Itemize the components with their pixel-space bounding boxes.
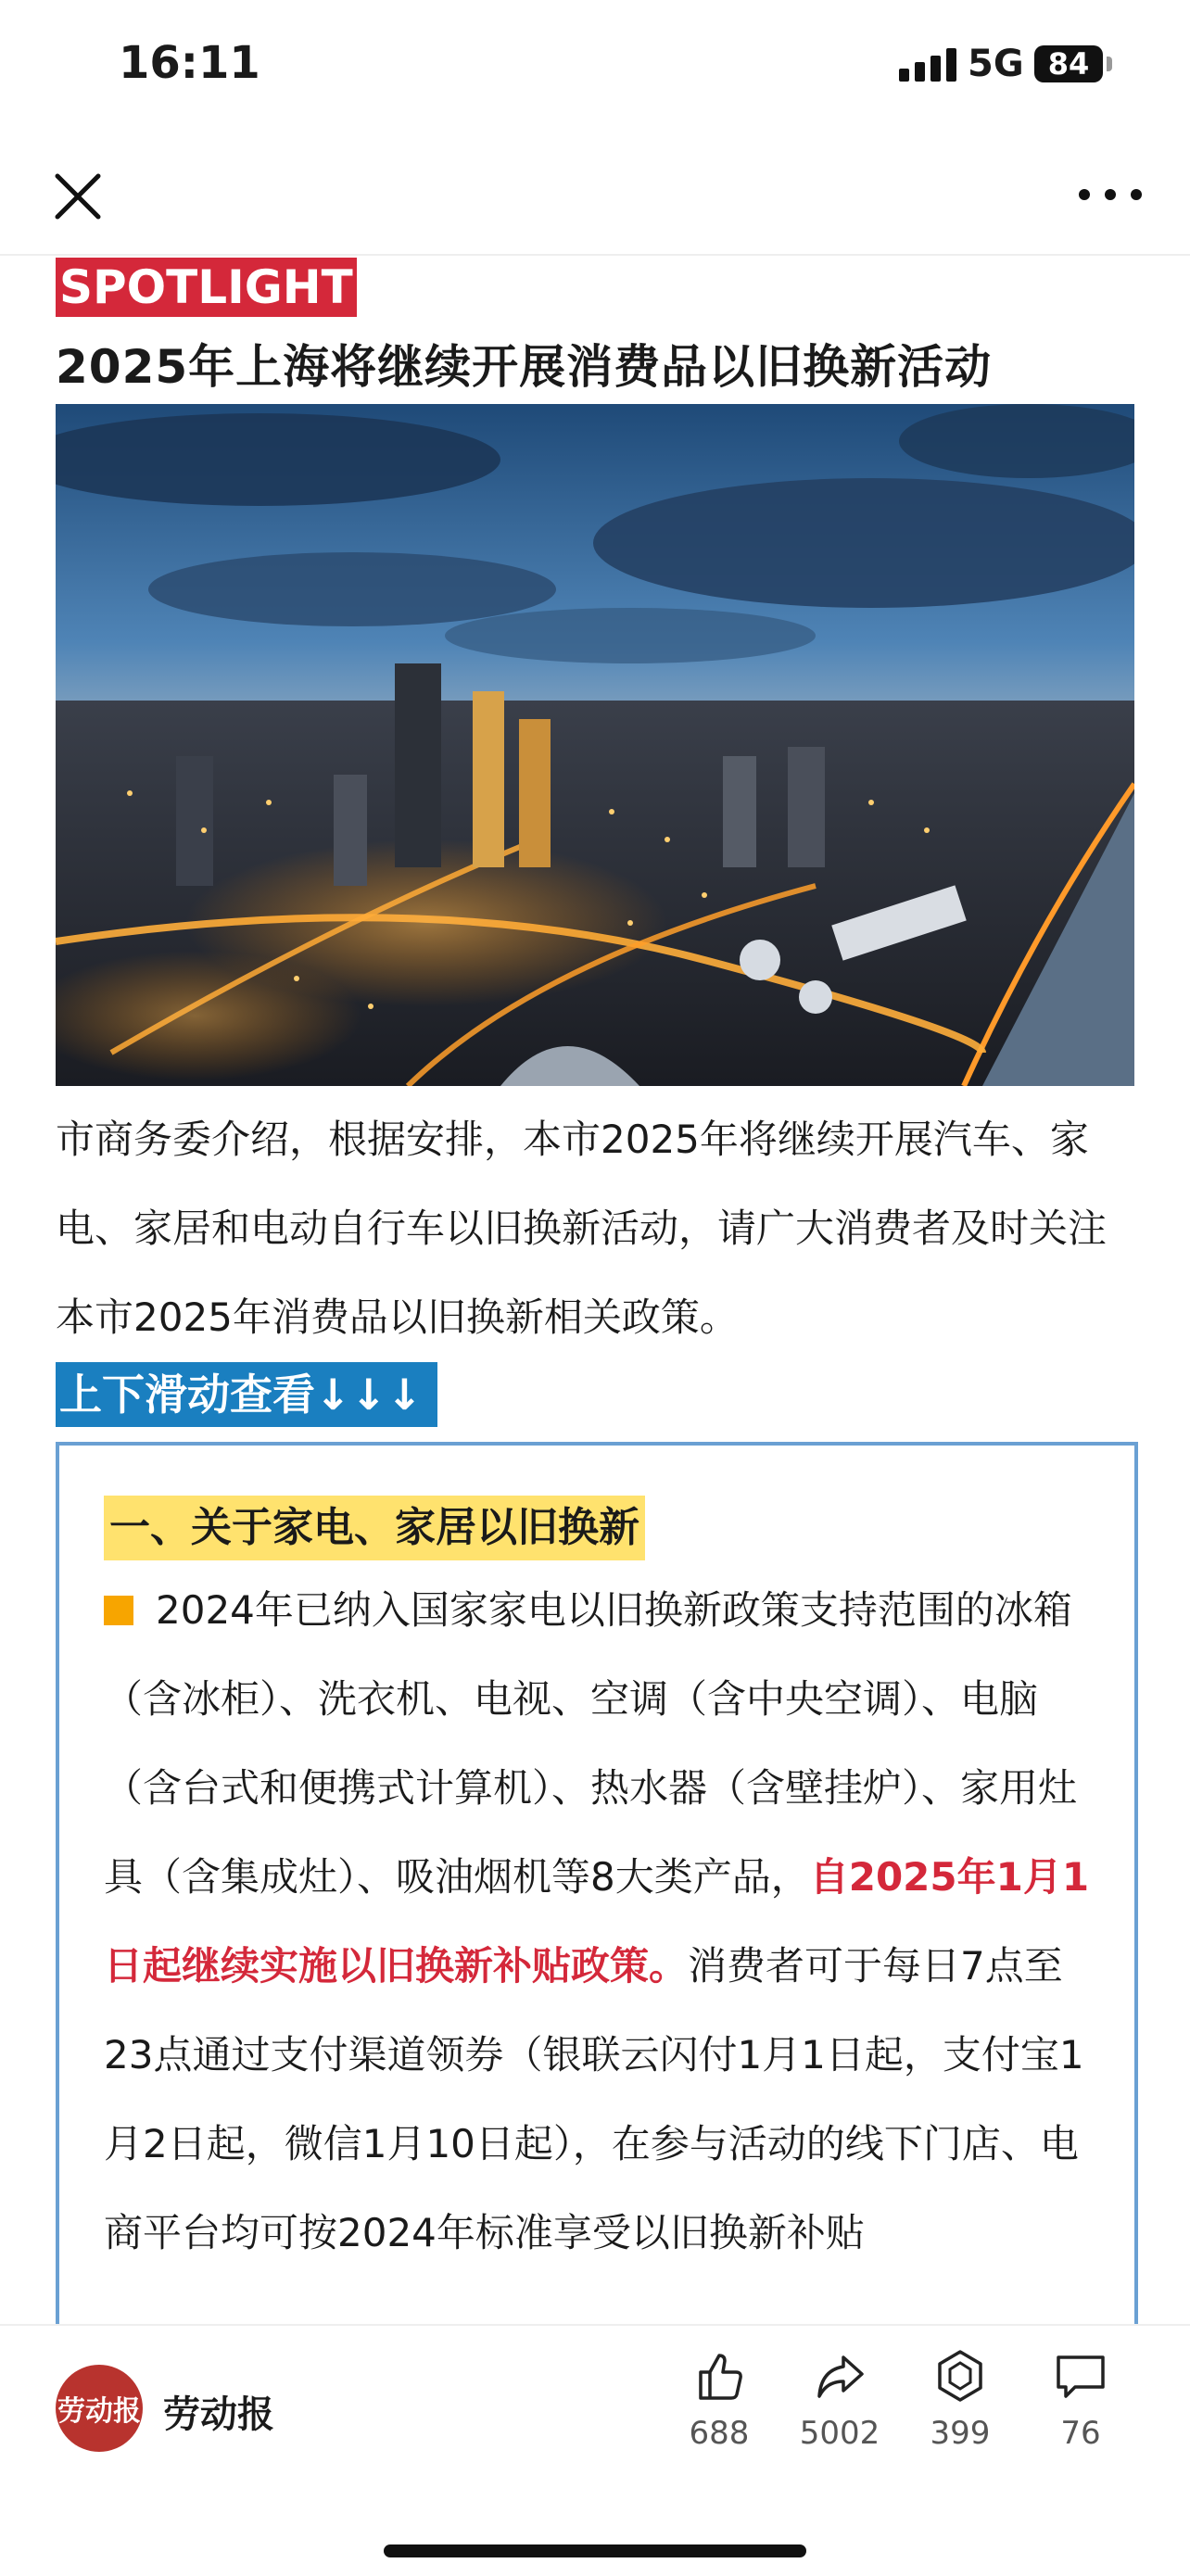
article-title: 2025年上海将继续开展消费品以旧换新活动 xyxy=(56,340,993,394)
section-text-before: 2024年已纳入国家家电以旧换新政策支持范围的冰箱（含冰柜）、洗衣机、电视、空调（含中央空调）、电脑（含台式和便携式计算机）、热水器（含壁挂炉）、家用灶具（含集成灶）、吸油烟机等8大类产品， xyxy=(104,1587,1078,1900)
battery-nub xyxy=(1107,57,1112,71)
section-heading: 一、关于家电、家居以旧换新 xyxy=(104,1496,645,1560)
more-icon[interactable] xyxy=(1075,167,1146,222)
signal-icon xyxy=(899,48,956,82)
bullet-square-icon xyxy=(104,1596,133,1625)
recommend-icon xyxy=(932,2348,988,2404)
status-bar xyxy=(0,0,1190,130)
home-indicator[interactable] xyxy=(384,2544,806,2557)
comment-button[interactable] xyxy=(1025,2348,1136,2452)
like-icon xyxy=(691,2348,747,2404)
share-button[interactable] xyxy=(784,2348,895,2452)
section-text-after: 消费者可于每日7点至23点通过支付渠道领券（银联云闪付1月1日起，支付宝1月2日起，微信1月10日起），在参与活动的线下门店、电商平台均可按2024年标准享受以旧换新补贴 xyxy=(104,1943,1084,2255)
intro-paragraph: 市商务委介绍，根据安排，本市2025年将继续开展汽车、家电、家居和电动自行车以旧换新活动，请广大消费者及时关注本市2025年消费品以旧换新相关政策。 xyxy=(56,1117,1108,1340)
share-icon xyxy=(812,2348,867,2404)
scroll-hint-label: 上下滑动查看↓↓↓ xyxy=(56,1362,437,1427)
spotlight-tag: SPOTLIGHT xyxy=(56,258,357,317)
hero-image[interactable] xyxy=(56,404,1134,1086)
comment-count: 76 xyxy=(1060,2415,1101,2452)
nav-bar xyxy=(0,130,1190,256)
status-time: 16:11 xyxy=(119,37,260,89)
source-logo[interactable]: 劳动报 xyxy=(56,2365,143,2452)
recommend-button[interactable] xyxy=(905,2348,1016,2452)
network-label: 5G xyxy=(968,43,1024,85)
like-count: 688 xyxy=(689,2415,750,2452)
section-text-highlight: 自2025年1月1日起继续实施以旧换新补贴政策。 xyxy=(104,1854,1090,1989)
share-count: 5002 xyxy=(799,2415,880,2452)
battery-icon: 84 xyxy=(1034,45,1103,82)
policy-box[interactable] xyxy=(56,1442,1138,2324)
like-button[interactable] xyxy=(664,2348,775,2452)
recommend-count: 399 xyxy=(930,2415,991,2452)
close-icon[interactable] xyxy=(48,167,108,226)
comment-icon xyxy=(1053,2348,1108,2404)
bottom-bar xyxy=(0,2324,1190,2576)
section-body xyxy=(104,1566,1090,2278)
source-name[interactable]: 劳动报 xyxy=(163,2393,274,2436)
article-content xyxy=(0,256,1190,2324)
